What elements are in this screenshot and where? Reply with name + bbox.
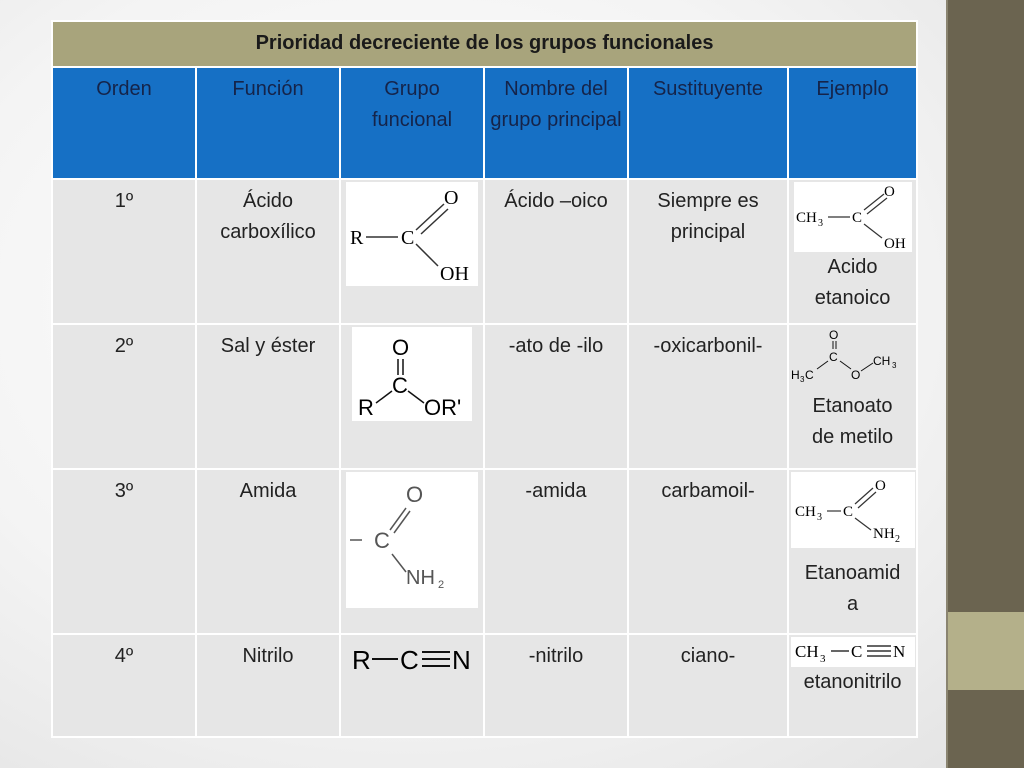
example-name: Acido etanoico (814, 256, 891, 309)
group-ch: CH (873, 354, 891, 368)
cell-nombre-grupo: -amida (484, 469, 628, 634)
table-title-text: Prioridad decreciente de los grupos funcionales (255, 32, 714, 54)
atom-o-ester: O (851, 368, 861, 382)
subscript-2: 2 (438, 579, 445, 591)
cell-sustituyente: -oxicarbonil- (628, 324, 788, 469)
header-nombre-grupo: Nombre del grupo principal (484, 67, 628, 179)
atom-oh: OH (883, 236, 906, 252)
cell-grupo-funcional (340, 634, 484, 737)
atom-c: C (851, 210, 862, 226)
carboxylic-acid-structure (346, 182, 478, 286)
table-row (52, 469, 917, 634)
subscript-3: 3 (817, 218, 823, 229)
cell-sustituyente: Siempre es principal (628, 179, 788, 324)
subscript-3: 3 (817, 512, 822, 523)
atom-nh: NH (406, 567, 435, 589)
atom-c: C (851, 642, 863, 661)
group-ch: CH (795, 504, 816, 520)
atom-c-methyl: C (805, 368, 814, 382)
acetonitrile-structure (791, 637, 915, 667)
atom-o: O (406, 482, 424, 507)
atom-r: R (350, 227, 364, 249)
cell-nombre-grupo: Ácido –oico (484, 179, 628, 324)
atom-n: N (893, 642, 906, 661)
example-name: etanonitrilo (803, 671, 902, 693)
cell-orden: 1º (52, 179, 196, 324)
cell-funcion: Ácido carboxílico (196, 179, 340, 324)
header-ejemplo: Ejemplo (788, 67, 917, 179)
acetic-acid-structure (794, 182, 912, 252)
atom-n: N (452, 645, 471, 675)
cell-ejemplo (788, 469, 917, 634)
methyl-acetate-structure (791, 327, 915, 383)
table-title (52, 21, 917, 67)
subscript-2: 2 (895, 534, 900, 545)
atom-c: C (829, 350, 838, 364)
example-name: Etanoamida (804, 562, 901, 615)
slide-side-accent (948, 612, 1024, 690)
table-row (52, 179, 917, 324)
atom-o: O (875, 478, 886, 494)
functional-groups-table (51, 20, 918, 738)
atom-o: O (829, 328, 839, 342)
atom-c: C (400, 645, 419, 675)
atom-c: C (843, 504, 854, 520)
subscript-3: 3 (820, 653, 826, 665)
cell-ejemplo (788, 324, 917, 469)
atom-c: C (401, 227, 415, 249)
header-funcion: Función (196, 67, 340, 179)
atom-nh: NH (873, 526, 895, 542)
atom-o: O (392, 335, 410, 360)
cell-orden: 3º (52, 469, 196, 634)
atom-h: H (791, 368, 800, 382)
cell-nombre-grupo: -nitrilo (484, 634, 628, 737)
cell-ejemplo (788, 179, 917, 324)
subscript-3: 3 (800, 375, 805, 383)
table-row (52, 634, 917, 737)
cell-grupo-funcional (340, 469, 484, 634)
atom-r: R (352, 645, 371, 675)
cell-ejemplo (788, 634, 917, 737)
atom-c: C (392, 373, 408, 398)
nitrile-structure (346, 641, 478, 677)
cell-funcion: Amida (196, 469, 340, 634)
table-row (52, 324, 917, 469)
cell-grupo-funcional (340, 179, 484, 324)
amide-structure (346, 472, 478, 608)
header-sustituyente: Sustituyente (628, 67, 788, 179)
group-ch: CH (795, 210, 817, 226)
acetamide-structure (791, 472, 915, 548)
subscript-3: 3 (892, 361, 897, 370)
cell-nombre-grupo: -ato de -ilo (484, 324, 628, 469)
atom-or: OR' (424, 395, 462, 420)
atom-oh: OH (440, 263, 469, 285)
ester-structure (352, 327, 472, 421)
table-header-row (52, 67, 917, 179)
example-name: Etanoato de metilo (811, 395, 894, 448)
atom-r: R (358, 395, 374, 420)
cell-sustituyente: ciano- (628, 634, 788, 737)
header-grupo-funcional: Grupo funcional (340, 67, 484, 179)
cell-orden: 2º (52, 324, 196, 469)
cell-funcion: Sal y éster (196, 324, 340, 469)
atom-o: O (444, 187, 459, 209)
table-title-row (52, 21, 917, 67)
cell-sustituyente: carbamoil- (628, 469, 788, 634)
cell-funcion: Nitrilo (196, 634, 340, 737)
cell-orden: 4º (52, 634, 196, 737)
cell-grupo-funcional (340, 324, 484, 469)
atom-c: C (374, 528, 390, 553)
group-ch: CH (795, 642, 819, 661)
atom-o: O (883, 184, 895, 200)
header-orden: Orden (52, 67, 196, 179)
